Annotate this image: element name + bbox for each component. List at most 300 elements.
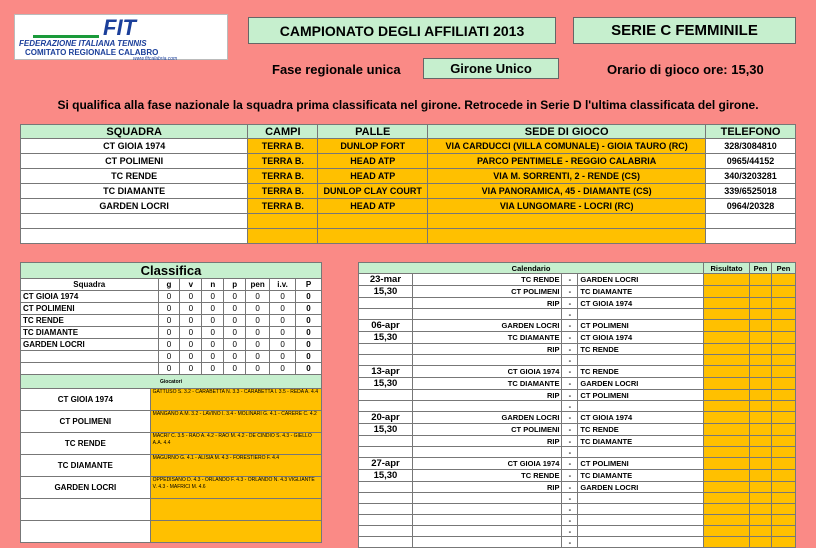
- calendario-away: GARDEN LOCRI: [578, 378, 704, 390]
- calendario-sep: -: [562, 274, 578, 286]
- logo-stripe: [33, 35, 99, 38]
- calendario-result[interactable]: [704, 526, 750, 537]
- team-cell: HEAD ATP: [318, 199, 428, 214]
- classifica-cell: [21, 363, 159, 375]
- classifica-cell: 0: [202, 303, 224, 315]
- calendario-result[interactable]: [704, 401, 750, 412]
- col-telefono: TELEFONO: [706, 125, 796, 139]
- calendario-away: TC DIAMANTE: [578, 436, 704, 447]
- giocatori-row: [21, 389, 322, 411]
- team-cell: DUNLOP CLAY COURT: [318, 184, 428, 199]
- giocatori-team: [21, 521, 151, 543]
- calendario-sep: -: [562, 447, 578, 458]
- calendario-row: [359, 366, 796, 378]
- calendario-result[interactable]: [704, 286, 750, 298]
- calendario-sep: -: [562, 504, 578, 515]
- calendario-row: [359, 355, 796, 366]
- calendario-result[interactable]: [704, 378, 750, 390]
- phase-label: Fase regionale unica: [272, 62, 401, 77]
- calendario-result[interactable]: [772, 401, 796, 412]
- calendario-result[interactable]: [772, 537, 796, 548]
- calendario-date: 20-apr: [359, 412, 413, 424]
- calendario-result[interactable]: [772, 274, 796, 286]
- logo-line2: COMITATO REGIONALE CALABRO: [25, 48, 159, 57]
- calendario-sep: -: [562, 401, 578, 412]
- calendario-result[interactable]: [750, 344, 772, 355]
- calendario-result[interactable]: [772, 482, 796, 493]
- classifica-row: [21, 339, 322, 351]
- calendario-result[interactable]: [772, 332, 796, 344]
- calendario-result[interactable]: [704, 320, 750, 332]
- calendario-row: [359, 298, 796, 309]
- calendario-home: GARDEN LOCRI: [412, 320, 562, 332]
- calendario-result[interactable]: [772, 504, 796, 515]
- classifica-title: Classifica: [21, 263, 322, 279]
- calendario-row: [359, 309, 796, 320]
- classifica-cell: 0: [202, 315, 224, 327]
- calendario-result[interactable]: [772, 378, 796, 390]
- calendario-row: [359, 515, 796, 526]
- calendario-result[interactable]: [772, 320, 796, 332]
- classifica-cell: 0: [296, 339, 322, 351]
- col-squadra: SQUADRA: [21, 125, 248, 139]
- calendario-home: RIP: [412, 436, 562, 447]
- calendario-date: [359, 436, 413, 447]
- team-cell: 0965/44152: [706, 154, 796, 169]
- classifica-cell: TC DIAMANTE: [21, 327, 159, 339]
- calendario-date: [359, 390, 413, 401]
- calendario-row: [359, 470, 796, 482]
- classifica-col: v: [180, 279, 202, 291]
- col-risultato: Risultato: [704, 263, 750, 274]
- calendario-result[interactable]: [704, 274, 750, 286]
- calendario-sep: -: [562, 390, 578, 401]
- classifica-table: [20, 262, 322, 375]
- calendario-sep: -: [562, 378, 578, 390]
- classifica-row: [21, 363, 322, 375]
- calendario-home: CT GIOIA 1974: [412, 366, 562, 378]
- classifica-col: P: [296, 279, 322, 291]
- classifica-cell: 0: [180, 351, 202, 363]
- logo-fit: FIT: [103, 15, 136, 40]
- classifica-cell: 0: [202, 351, 224, 363]
- calendario-row: [359, 447, 796, 458]
- calendario-result[interactable]: [750, 537, 772, 548]
- giocatori-team: [21, 499, 151, 521]
- team-cell: CT GIOIA 1974: [21, 139, 248, 154]
- classifica-cell: 0: [158, 303, 180, 315]
- calendario-result[interactable]: [750, 436, 772, 447]
- calendario-result[interactable]: [772, 344, 796, 355]
- calendario-sep: -: [562, 458, 578, 470]
- calendario-home: CT GIOIA 1974: [412, 458, 562, 470]
- calendario-away: TC RENDE: [578, 424, 704, 436]
- team-cell: TERRA B.: [248, 199, 318, 214]
- calendario-away: CT GIOIA 1974: [578, 332, 704, 344]
- classifica-cell: CT GIOIA 1974: [21, 291, 159, 303]
- team-cell: DUNLOP FORT: [318, 139, 428, 154]
- calendario-result[interactable]: [750, 482, 772, 493]
- calendario-row: [359, 378, 796, 390]
- classifica-header: [21, 279, 322, 291]
- giocatori-team: GARDEN LOCRI: [21, 477, 151, 499]
- calendario-away: [578, 447, 704, 458]
- classifica-row: [21, 351, 322, 363]
- calendario-home: CT POLIMENI: [412, 286, 562, 298]
- calendario-away: [578, 493, 704, 504]
- classifica-cell: 0: [270, 303, 296, 315]
- classifica-col: p: [224, 279, 246, 291]
- calendario-row: [359, 424, 796, 436]
- team-cell: [706, 214, 796, 229]
- calendario-result[interactable]: [772, 309, 796, 320]
- calendario-home: RIP: [412, 390, 562, 401]
- calendario-away: CT POLIMENI: [578, 390, 704, 401]
- classifica-cell: 0: [158, 327, 180, 339]
- calendario-result[interactable]: [750, 274, 772, 286]
- calendario-away: TC DIAMANTE: [578, 470, 704, 482]
- classifica-cell: 0: [246, 315, 270, 327]
- calendario-date: [359, 309, 413, 320]
- calendario-result[interactable]: [704, 332, 750, 344]
- classifica-cell: 0: [180, 363, 202, 375]
- calendario-away: CT GIOIA 1974: [578, 298, 704, 309]
- calendario-row: [359, 401, 796, 412]
- calendario-result[interactable]: [772, 458, 796, 470]
- calendario-result[interactable]: [750, 458, 772, 470]
- calendario-home: [412, 493, 562, 504]
- calendario-result[interactable]: [704, 504, 750, 515]
- classifica-cell: 0: [224, 339, 246, 351]
- calendario-sep: -: [562, 515, 578, 526]
- calendario-result[interactable]: [704, 447, 750, 458]
- classifica-cell: 0: [180, 303, 202, 315]
- classifica-cell: 0: [296, 291, 322, 303]
- calendario-row: [359, 274, 796, 286]
- team-row: [21, 229, 796, 244]
- calendario-result[interactable]: [704, 515, 750, 526]
- calendario-result[interactable]: [704, 482, 750, 493]
- classifica-row: [21, 303, 322, 315]
- calendario-result[interactable]: [704, 298, 750, 309]
- calendario-result[interactable]: [772, 470, 796, 482]
- calendario-away: [578, 401, 704, 412]
- col-palle: PALLE: [318, 125, 428, 139]
- calendario-home: [412, 526, 562, 537]
- calendario-date: [359, 355, 413, 366]
- calendario-date: [359, 493, 413, 504]
- giocatori-row: [21, 521, 322, 543]
- fit-logo: [14, 14, 228, 60]
- calendario-sep: -: [562, 482, 578, 493]
- calendario-sep: -: [562, 412, 578, 424]
- calendario-result[interactable]: [750, 470, 772, 482]
- calendario-home: RIP: [412, 344, 562, 355]
- calendario-date: 06-apr: [359, 320, 413, 332]
- giocatori-row: [21, 477, 322, 499]
- calendario-date: [359, 515, 413, 526]
- team-cell: [248, 229, 318, 244]
- calendario-title: Calendario: [359, 263, 704, 274]
- calendario-sep: -: [562, 309, 578, 320]
- classifica-cell: 0: [246, 351, 270, 363]
- calendario-away: GARDEN LOCRI: [578, 482, 704, 493]
- calendario-home: [412, 537, 562, 548]
- calendario-result[interactable]: [750, 390, 772, 401]
- calendario-sep: -: [562, 493, 578, 504]
- calendario-row: [359, 526, 796, 537]
- team-cell: [428, 229, 706, 244]
- calendario-date: 15,30: [359, 470, 413, 482]
- calendario-result[interactable]: [750, 424, 772, 436]
- team-cell: HEAD ATP: [318, 169, 428, 184]
- classifica-cell: CT POLIMENI: [21, 303, 159, 315]
- calendario-away: [578, 355, 704, 366]
- calendario-result[interactable]: [750, 332, 772, 344]
- classifica-cell: 0: [246, 363, 270, 375]
- calendario-result[interactable]: [704, 493, 750, 504]
- calendario-sep: -: [562, 537, 578, 548]
- giocatori-table: [20, 374, 322, 543]
- calendario-result[interactable]: [750, 526, 772, 537]
- calendario-result[interactable]: [750, 515, 772, 526]
- calendario-result[interactable]: [750, 320, 772, 332]
- col-sede: SEDE DI GIOCO: [428, 125, 706, 139]
- classifica-cell: 0: [270, 327, 296, 339]
- team-cell: 340/3203281: [706, 169, 796, 184]
- calendario-home: TC RENDE: [412, 470, 562, 482]
- calendario-row: [359, 458, 796, 470]
- classifica-cell: 0: [202, 327, 224, 339]
- calendario-result[interactable]: [704, 436, 750, 447]
- calendario-result[interactable]: [704, 390, 750, 401]
- calendario-away: TC DIAMANTE: [578, 286, 704, 298]
- logo-line3: www.fitcalabria.com: [133, 56, 178, 62]
- calendario-result[interactable]: [704, 412, 750, 424]
- calendario-result[interactable]: [772, 390, 796, 401]
- classifica-cell: 0: [224, 363, 246, 375]
- team-cell: VIA CARDUCCI (VILLA COMUNALE) - GIOIA TAURO (RC): [428, 139, 706, 154]
- calendario-away: CT GIOIA 1974: [578, 412, 704, 424]
- calendario-row: [359, 493, 796, 504]
- calendario-result[interactable]: [704, 470, 750, 482]
- giocatori-players: GATTUSO S. 3.2 - CARABETTA N. 3.3 - CARABETTA I. 3.5 - REDA A. 4.4: [150, 389, 321, 411]
- team-cell: VIA M. SORRENTI, 2 - RENDE (CS): [428, 169, 706, 184]
- team-cell: CT POLIMENI: [21, 154, 248, 169]
- calendario-away: [578, 515, 704, 526]
- team-row: [21, 184, 796, 199]
- classifica-cell: 0: [224, 315, 246, 327]
- col-pen2: Pen: [772, 263, 796, 274]
- classifica-cell: 0: [270, 291, 296, 303]
- calendario-away: [578, 526, 704, 537]
- giocatori-players: MANGANO A.M. 3.2 - LAVINO I. 3.4 - MOLINARI G. 4.1 - CARERE C. 4.2: [150, 411, 321, 433]
- team-cell: [21, 229, 248, 244]
- calendario-home: CT POLIMENI: [412, 424, 562, 436]
- calendario-result[interactable]: [772, 447, 796, 458]
- team-cell: 339/6525018: [706, 184, 796, 199]
- giocatori-players: [150, 521, 321, 543]
- team-row: [21, 169, 796, 184]
- classifica-col: g: [158, 279, 180, 291]
- giocatori-players: [150, 499, 321, 521]
- calendario-result[interactable]: [772, 436, 796, 447]
- calendario-home: TC DIAMANTE: [412, 378, 562, 390]
- calendario-table: [358, 262, 796, 548]
- calendario-result[interactable]: [750, 366, 772, 378]
- team-cell: VIA LUNGOMARE - LOCRI (RC): [428, 199, 706, 214]
- calendario-home: [412, 515, 562, 526]
- giocatori-team: CT POLIMENI: [21, 411, 151, 433]
- classifica-cell: [21, 351, 159, 363]
- logo-line1: FEDERAZIONE ITALIANA TENNIS: [19, 39, 147, 48]
- calendario-result[interactable]: [750, 447, 772, 458]
- giocatori-row: [21, 499, 322, 521]
- team-cell: HEAD ATP: [318, 154, 428, 169]
- calendario-result[interactable]: [750, 355, 772, 366]
- team-cell: 328/3084810: [706, 139, 796, 154]
- calendario-home: TC DIAMANTE: [412, 332, 562, 344]
- calendario-sep: -: [562, 470, 578, 482]
- classifica-cell: 0: [246, 327, 270, 339]
- calendario-result[interactable]: [704, 424, 750, 436]
- calendario-home: [412, 309, 562, 320]
- team-cell: [248, 214, 318, 229]
- classifica-cell: 0: [158, 363, 180, 375]
- calendario-row: [359, 286, 796, 298]
- classifica-cell: 0: [270, 363, 296, 375]
- calendario-date: 15,30: [359, 332, 413, 344]
- team-cell: TC RENDE: [21, 169, 248, 184]
- classifica-cell: 0: [224, 291, 246, 303]
- giocatori-team: CT GIOIA 1974: [21, 389, 151, 411]
- calendario-date: 23-mar: [359, 274, 413, 286]
- team-cell: VIA PANORAMICA, 45 - DIAMANTE (CS): [428, 184, 706, 199]
- calendario-result[interactable]: [750, 378, 772, 390]
- calendario-result[interactable]: [704, 309, 750, 320]
- calendario-result[interactable]: [772, 286, 796, 298]
- calendario-away: [578, 537, 704, 548]
- calendario-result[interactable]: [772, 366, 796, 378]
- calendario-result[interactable]: [704, 537, 750, 548]
- team-cell: [318, 229, 428, 244]
- calendario-away: TC RENDE: [578, 366, 704, 378]
- calendario-away: CT POLIMENI: [578, 320, 704, 332]
- calendario-date: [359, 447, 413, 458]
- calendario-result[interactable]: [750, 504, 772, 515]
- classifica-row: [21, 291, 322, 303]
- classifica-cell: 0: [180, 315, 202, 327]
- giocatori-row: [21, 411, 322, 433]
- calendario-result[interactable]: [772, 355, 796, 366]
- calendario-away: CT POLIMENI: [578, 458, 704, 470]
- calendario-sep: -: [562, 526, 578, 537]
- classifica-row: [21, 327, 322, 339]
- calendario-home: [412, 355, 562, 366]
- calendario-sep: -: [562, 366, 578, 378]
- calendario-sep: -: [562, 355, 578, 366]
- classifica-cell: 0: [296, 363, 322, 375]
- calendario-row: [359, 390, 796, 401]
- team-cell: TC DIAMANTE: [21, 184, 248, 199]
- calendario-date: [359, 298, 413, 309]
- calendario-result[interactable]: [772, 493, 796, 504]
- calendario-result[interactable]: [772, 515, 796, 526]
- calendario-row: [359, 436, 796, 447]
- calendario-sep: -: [562, 424, 578, 436]
- calendario-home: RIP: [412, 298, 562, 309]
- calendario-result[interactable]: [772, 412, 796, 424]
- calendario-sep: -: [562, 320, 578, 332]
- calendario-date: [359, 526, 413, 537]
- calendario-away: TC RENDE: [578, 344, 704, 355]
- calendario-row: [359, 504, 796, 515]
- calendario-result[interactable]: [750, 493, 772, 504]
- calendario-result[interactable]: [772, 298, 796, 309]
- team-cell: TERRA B.: [248, 154, 318, 169]
- calendario-result[interactable]: [704, 344, 750, 355]
- calendario-away: [578, 504, 704, 515]
- calendario-away: [578, 309, 704, 320]
- classifica-cell: 0: [224, 327, 246, 339]
- col-campi: CAMPI: [248, 125, 318, 139]
- calendario-date: 13-apr: [359, 366, 413, 378]
- qualification-notice: Si qualifica alla fase nazionale la squadra prima classificata nel girone. Retrocede in Serie D l'ultima classificata del girone.: [57, 98, 759, 112]
- giocatori-title: Giocatori: [21, 375, 322, 389]
- classifica-cell: 0: [158, 291, 180, 303]
- calendario-row: [359, 482, 796, 493]
- calendario-result[interactable]: [772, 526, 796, 537]
- calendario-result[interactable]: [750, 309, 772, 320]
- classifica-cell: 0: [158, 315, 180, 327]
- calendario-home: RIP: [412, 482, 562, 493]
- classifica-cell: 0: [202, 291, 224, 303]
- calendario-result[interactable]: [704, 458, 750, 470]
- giocatori-team: TC RENDE: [21, 433, 151, 455]
- calendario-date: 15,30: [359, 424, 413, 436]
- championship-title: CAMPIONATO DEGLI AFFILIATI 2013: [248, 17, 556, 44]
- calendario-result[interactable]: [704, 355, 750, 366]
- calendario-home: TC RENDE: [412, 274, 562, 286]
- calendario-result[interactable]: [750, 412, 772, 424]
- calendario-result[interactable]: [750, 286, 772, 298]
- classifica-cell: 0: [270, 339, 296, 351]
- calendario-result[interactable]: [750, 298, 772, 309]
- classifica-cell: 0: [296, 327, 322, 339]
- giocatori-row: [21, 433, 322, 455]
- giocatori-team: TC DIAMANTE: [21, 455, 151, 477]
- team-cell: GARDEN LOCRI: [21, 199, 248, 214]
- calendario-date: [359, 401, 413, 412]
- classifica-cell: 0: [296, 351, 322, 363]
- col-pen1: Pen: [750, 263, 772, 274]
- calendario-result[interactable]: [750, 401, 772, 412]
- calendario-sep: -: [562, 298, 578, 309]
- calendario-date: 15,30: [359, 378, 413, 390]
- classifica-row: [21, 315, 322, 327]
- calendario-row: [359, 332, 796, 344]
- calendario-result[interactable]: [704, 366, 750, 378]
- classifica-cell: 0: [202, 363, 224, 375]
- team-row: [21, 199, 796, 214]
- calendario-result[interactable]: [772, 424, 796, 436]
- giocatori-row: [21, 455, 322, 477]
- team-cell: TERRA B.: [248, 184, 318, 199]
- classifica-cell: 0: [246, 303, 270, 315]
- classifica-cell: 0: [224, 303, 246, 315]
- classifica-cell: 0: [158, 351, 180, 363]
- calendario-away: GARDEN LOCRI: [578, 274, 704, 286]
